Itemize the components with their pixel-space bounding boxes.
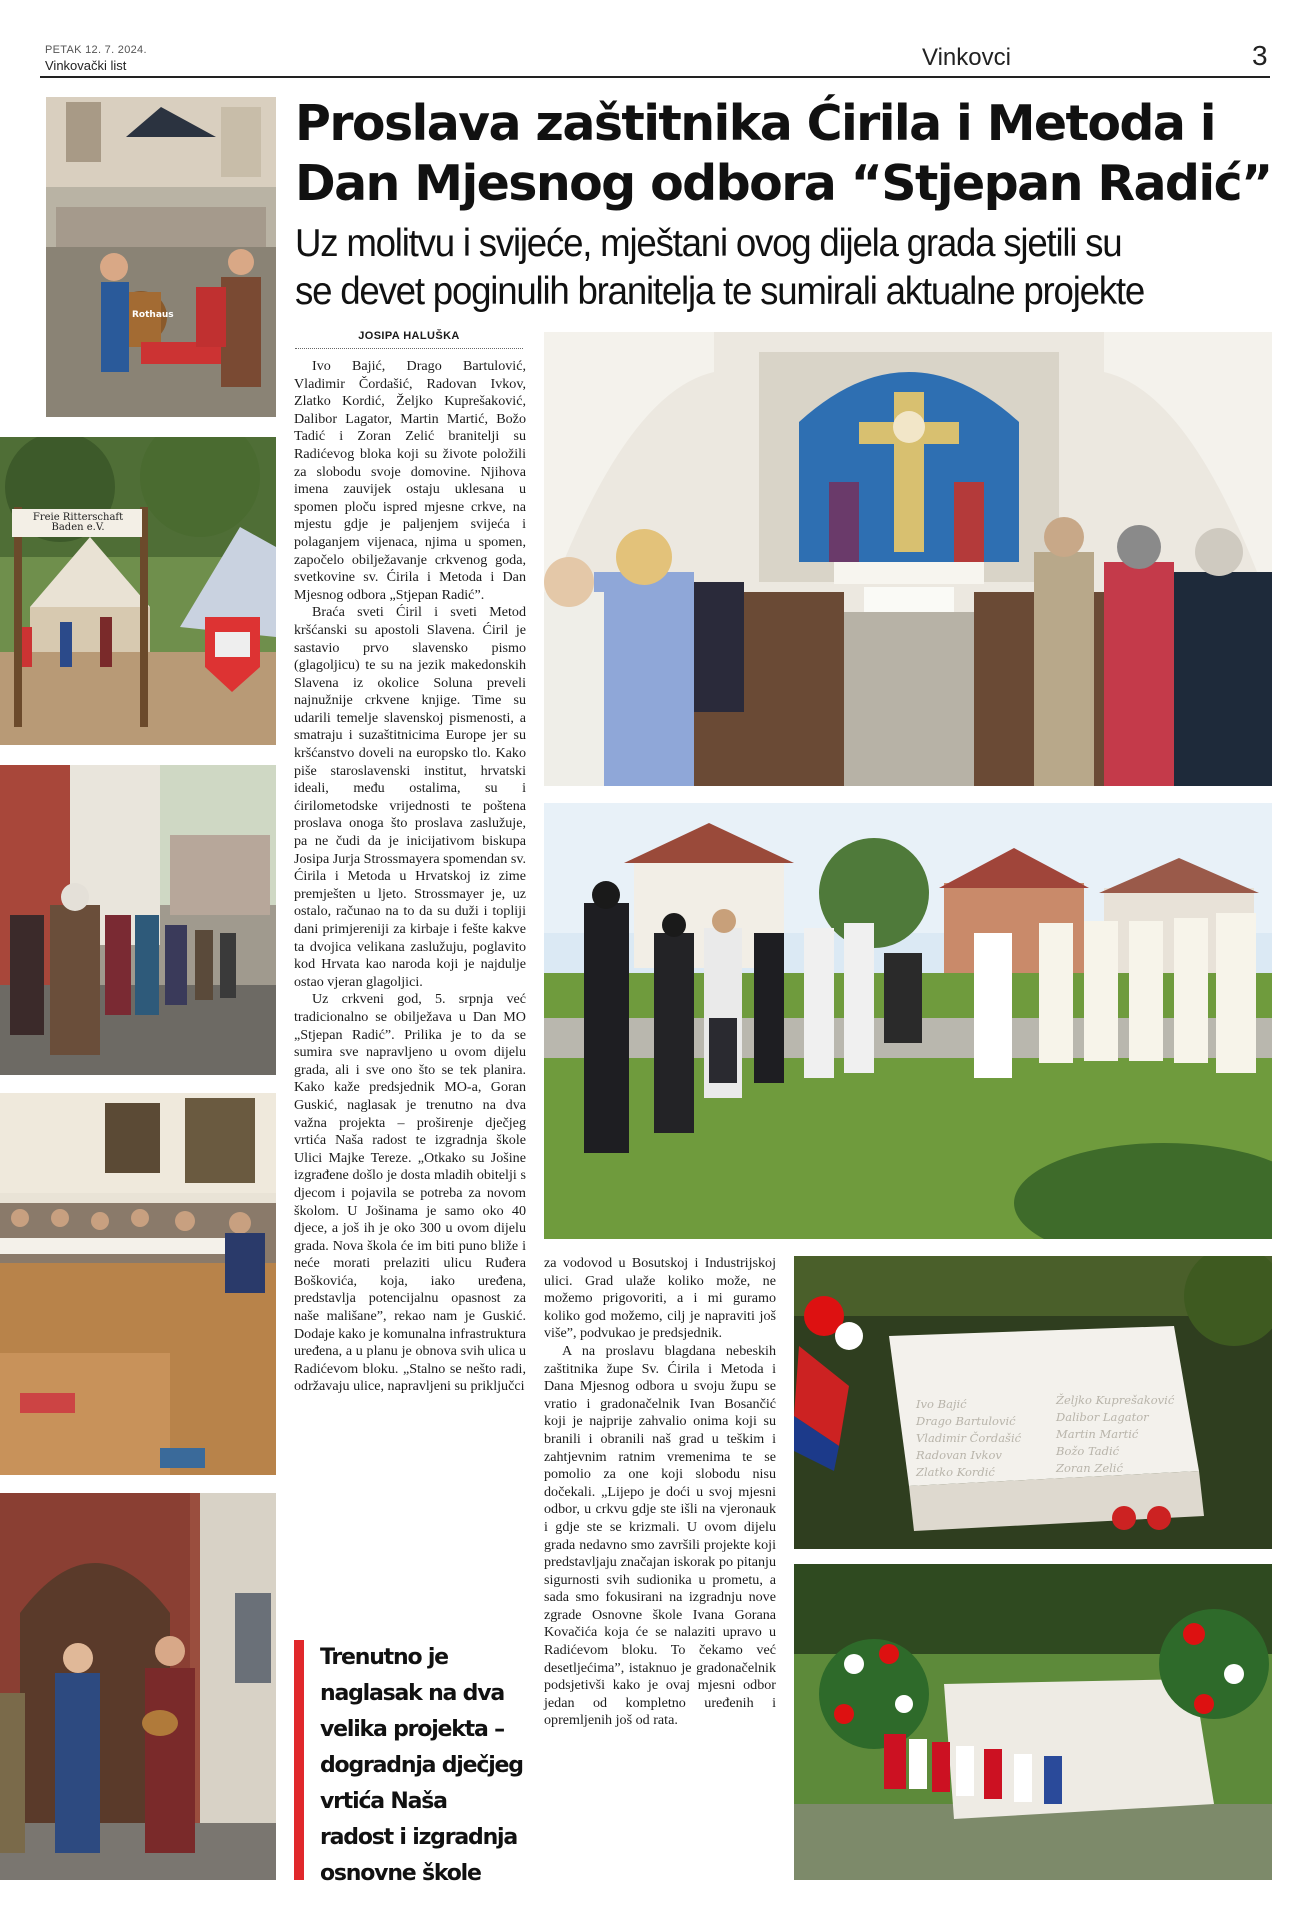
pull-quote-line: radost i izgradnja: [320, 1825, 518, 1850]
photo-procession: [0, 765, 276, 1075]
plaque-name: Martin Martić: [1056, 1427, 1139, 1441]
plaque-names-left: [916, 1396, 1046, 1481]
paragraph-4: za vodovod u Bosutskoj i Industrijskoj ulici. Grad ulaže koliko može, ne možemo prigovoriti, a i mi guramo koliko god možemo, cilj je napraviti još više”, podvukao je predsjednik.: [544, 1255, 776, 1342]
barrel-text: Rothaus: [132, 310, 174, 320]
paragraph-3: Uz crkveni god, 5. srpnja već tradicionalno se obilježava u Dan MO „Stjepan Radić”. Prilika je to da se sumira sve napravljeno u ovom dijelu grada, ali i sve ono što se tek planira. Kako kaže predsjednik MO-a, Goran Guskić, naglasak je trenutno na dva važna projekta – proširenje dječjeg vrtića Naša radost te izgradnja škole Ulici Majke Tereze. „Otkako su Jošine izgrađene došlo je dosta mladih obitelji s djecom i pojavila se potreba za novom školom. U Jošinama je samo oko 40 djece, a još ih je oko 300 u ovom dijelu grada. Nova škola će im biti puno bliže i neće morati prelaziti ulicu Ruđera Boškovića, koja, iako uređena, predstavlja potencijalnu opasnost za naše mališane”, rekao nam je Guskić. Dodaje kako je komunalna infrastruktura uređena, a u planu je obnova svih ulica u Radićevom bloku. „Stalno se nešto radi, održavaju ulice, napravljeni su priključci: [294, 991, 526, 1395]
header-rule: [40, 76, 1270, 78]
sign-text: Freie Ritterschaft Baden e.V.: [32, 512, 124, 533]
plaque-name: Božo Tadić: [1056, 1444, 1120, 1458]
paragraph-5: A na proslavu blagdana nebeskih zaštitnika župe Sv. Ćirila i Metoda i Dana Mjesnog odbora u svoju župu se vratio i gradonačelnik Ivan Bosančić koji je najprije zahvalio onima koji su branili i obranili naš grad u teškim i zahtjevnim ratnim vremenima te se pomolio za one koji slobodu nisu dočekali. „Lijepo je doći u svoj mjesni odbor, u crkvu gdje ste išli na vjeronauk i gdje ste se krizmali. U ovom dijelu grada nedavno smo završili projekte koji predstavljaju značajan iskorak po pitanju sigurnosti svih sudionika u prometu, a sada smo fokusirani na izgradnju nove zgrade Osnovne škole Ivana Gorana Kovačića koja će se nalaziti upravo u Radićevom bloku. To čekamo već desetljećima”, istaknuo je gradonačelnik podsjetivši kako je ovaj mjesni odbor jedan od kompletno uređenih i opremljenih još od rata.: [544, 1342, 776, 1729]
photo-memorial-plaque: [794, 1256, 1272, 1549]
article-column-2: [544, 1255, 776, 1730]
paragraph-2: Braća sveti Ćiril i sveti Metod kršćanski su apostoli Slavena. Ćiril je sastavio prvo slavensko pismo (glagoljicu) te su na jezik makedonskih Slavena iz okolice Soluna preveli najnužnije crkvene knjige. Time su udarili temelje slavenskoj pismenosti, a smatraju i suzaštitnicima Europe jer su kršćanstvo doveli na europsko tlo. Kako piše staroslavenski institut, hrvatski ideali, među ostalima, su i ćirilometodske vrijednosti te poštena proslava onoga što proslava zaslužuje, pa ne čudi da je inicijativom biskupa Josipa Jurja Strossmayera spomendan sv. Ćirila i Metoda u Hrvatskoj iz zime premješten u ljeto. Strossmayer je, uz ostalo, računao na to da su duži i topliji dani primjereniji za kirbaje i fešte kakve ta dvojica velikana zaslužuju, poglavito kod Hrvata kao naroda koji je najdulje ostao vjeran glagoljici.: [294, 604, 526, 990]
photo-wreaths-candles: [794, 1564, 1272, 1880]
page-number: 3: [1252, 40, 1268, 71]
plaque-name: Drago Bartulović: [916, 1414, 1016, 1428]
subtitle-line-1: Uz molitvu i svijeće, mještani ovog dijela grada sjetili su: [295, 222, 1122, 265]
article-title: Proslava zaštitnika Ćirila i Metoda i Dan Mjesnog odbora “Stjepan Radić”: [295, 95, 1272, 212]
plaque-name: Ivo Bajić: [916, 1397, 967, 1411]
plaque-name: Radovan Ivkov: [916, 1448, 1002, 1462]
article-subtitle: [295, 220, 1216, 316]
pull-quote-line: Trenutno je: [320, 1645, 448, 1670]
plaque-name: Zoran Zelić: [1056, 1461, 1123, 1475]
paragraph-1: Ivo Bajić, Drago Bartulović, Vladimir Čordašić, Radovan Ivkov, Zlatko Kordić, Željko Kuprešaković, Dalibor Lagator, Martin Martić, Božo Tadić i Zoran Zelić branitelji su Radićevog bloka koji su živote položili za slobodu svoje domovine. Njihova imena zauvijek ostaju uklesana u spomen ploču ispred mjesne crkve, na mjestu gdje je paljenjem svijeća i polaganjem vijenaca, njima u spomen, započelo obilježavanje crkvenog goda, svetkovine sv. Ćirila i Metoda i Dan Mjesnog odbora „Stjepan Radić”.: [294, 358, 526, 603]
plaque-names-right: [1056, 1392, 1186, 1477]
author-byline: JOSIPA HALUŠKA: [295, 330, 523, 349]
pull-quote-line: osnovne škole: [320, 1861, 481, 1886]
pull-quote-line: vrtića Naša: [320, 1789, 447, 1814]
section-name: Vinkovci: [922, 44, 1011, 71]
plaque-name: Zlatko Kordić: [916, 1465, 995, 1479]
photo-memorial-ceremony: [544, 803, 1272, 1239]
plaque-name: Dalibor Lagator: [1056, 1410, 1149, 1424]
photo-medieval-camp: [0, 437, 276, 745]
newspaper-name: Vinkovački list: [45, 58, 127, 73]
plaque-name: Vladimir Čordašić: [916, 1431, 1022, 1445]
subtitle-line-2: se devet poginulih branitelja te sumirali aktualne projekte: [295, 270, 1145, 313]
photo-meeting-room: [0, 1093, 276, 1475]
photo-beer-stand: [46, 97, 276, 417]
pull-quote-line: naglasak na dva: [320, 1681, 504, 1706]
photo-church-mass: [544, 332, 1272, 786]
pull-quote-line: dogradnja dječjeg: [320, 1753, 523, 1778]
pull-quote-line: velika projekta –: [320, 1717, 504, 1742]
plaque-name: Željko Kuprešaković: [1056, 1393, 1175, 1407]
pull-quote: [294, 1640, 526, 1886]
issue-date: PETAK 12. 7. 2024.: [45, 44, 147, 56]
photo-musicians: [0, 1493, 276, 1880]
article-column-1: [294, 358, 526, 1396]
